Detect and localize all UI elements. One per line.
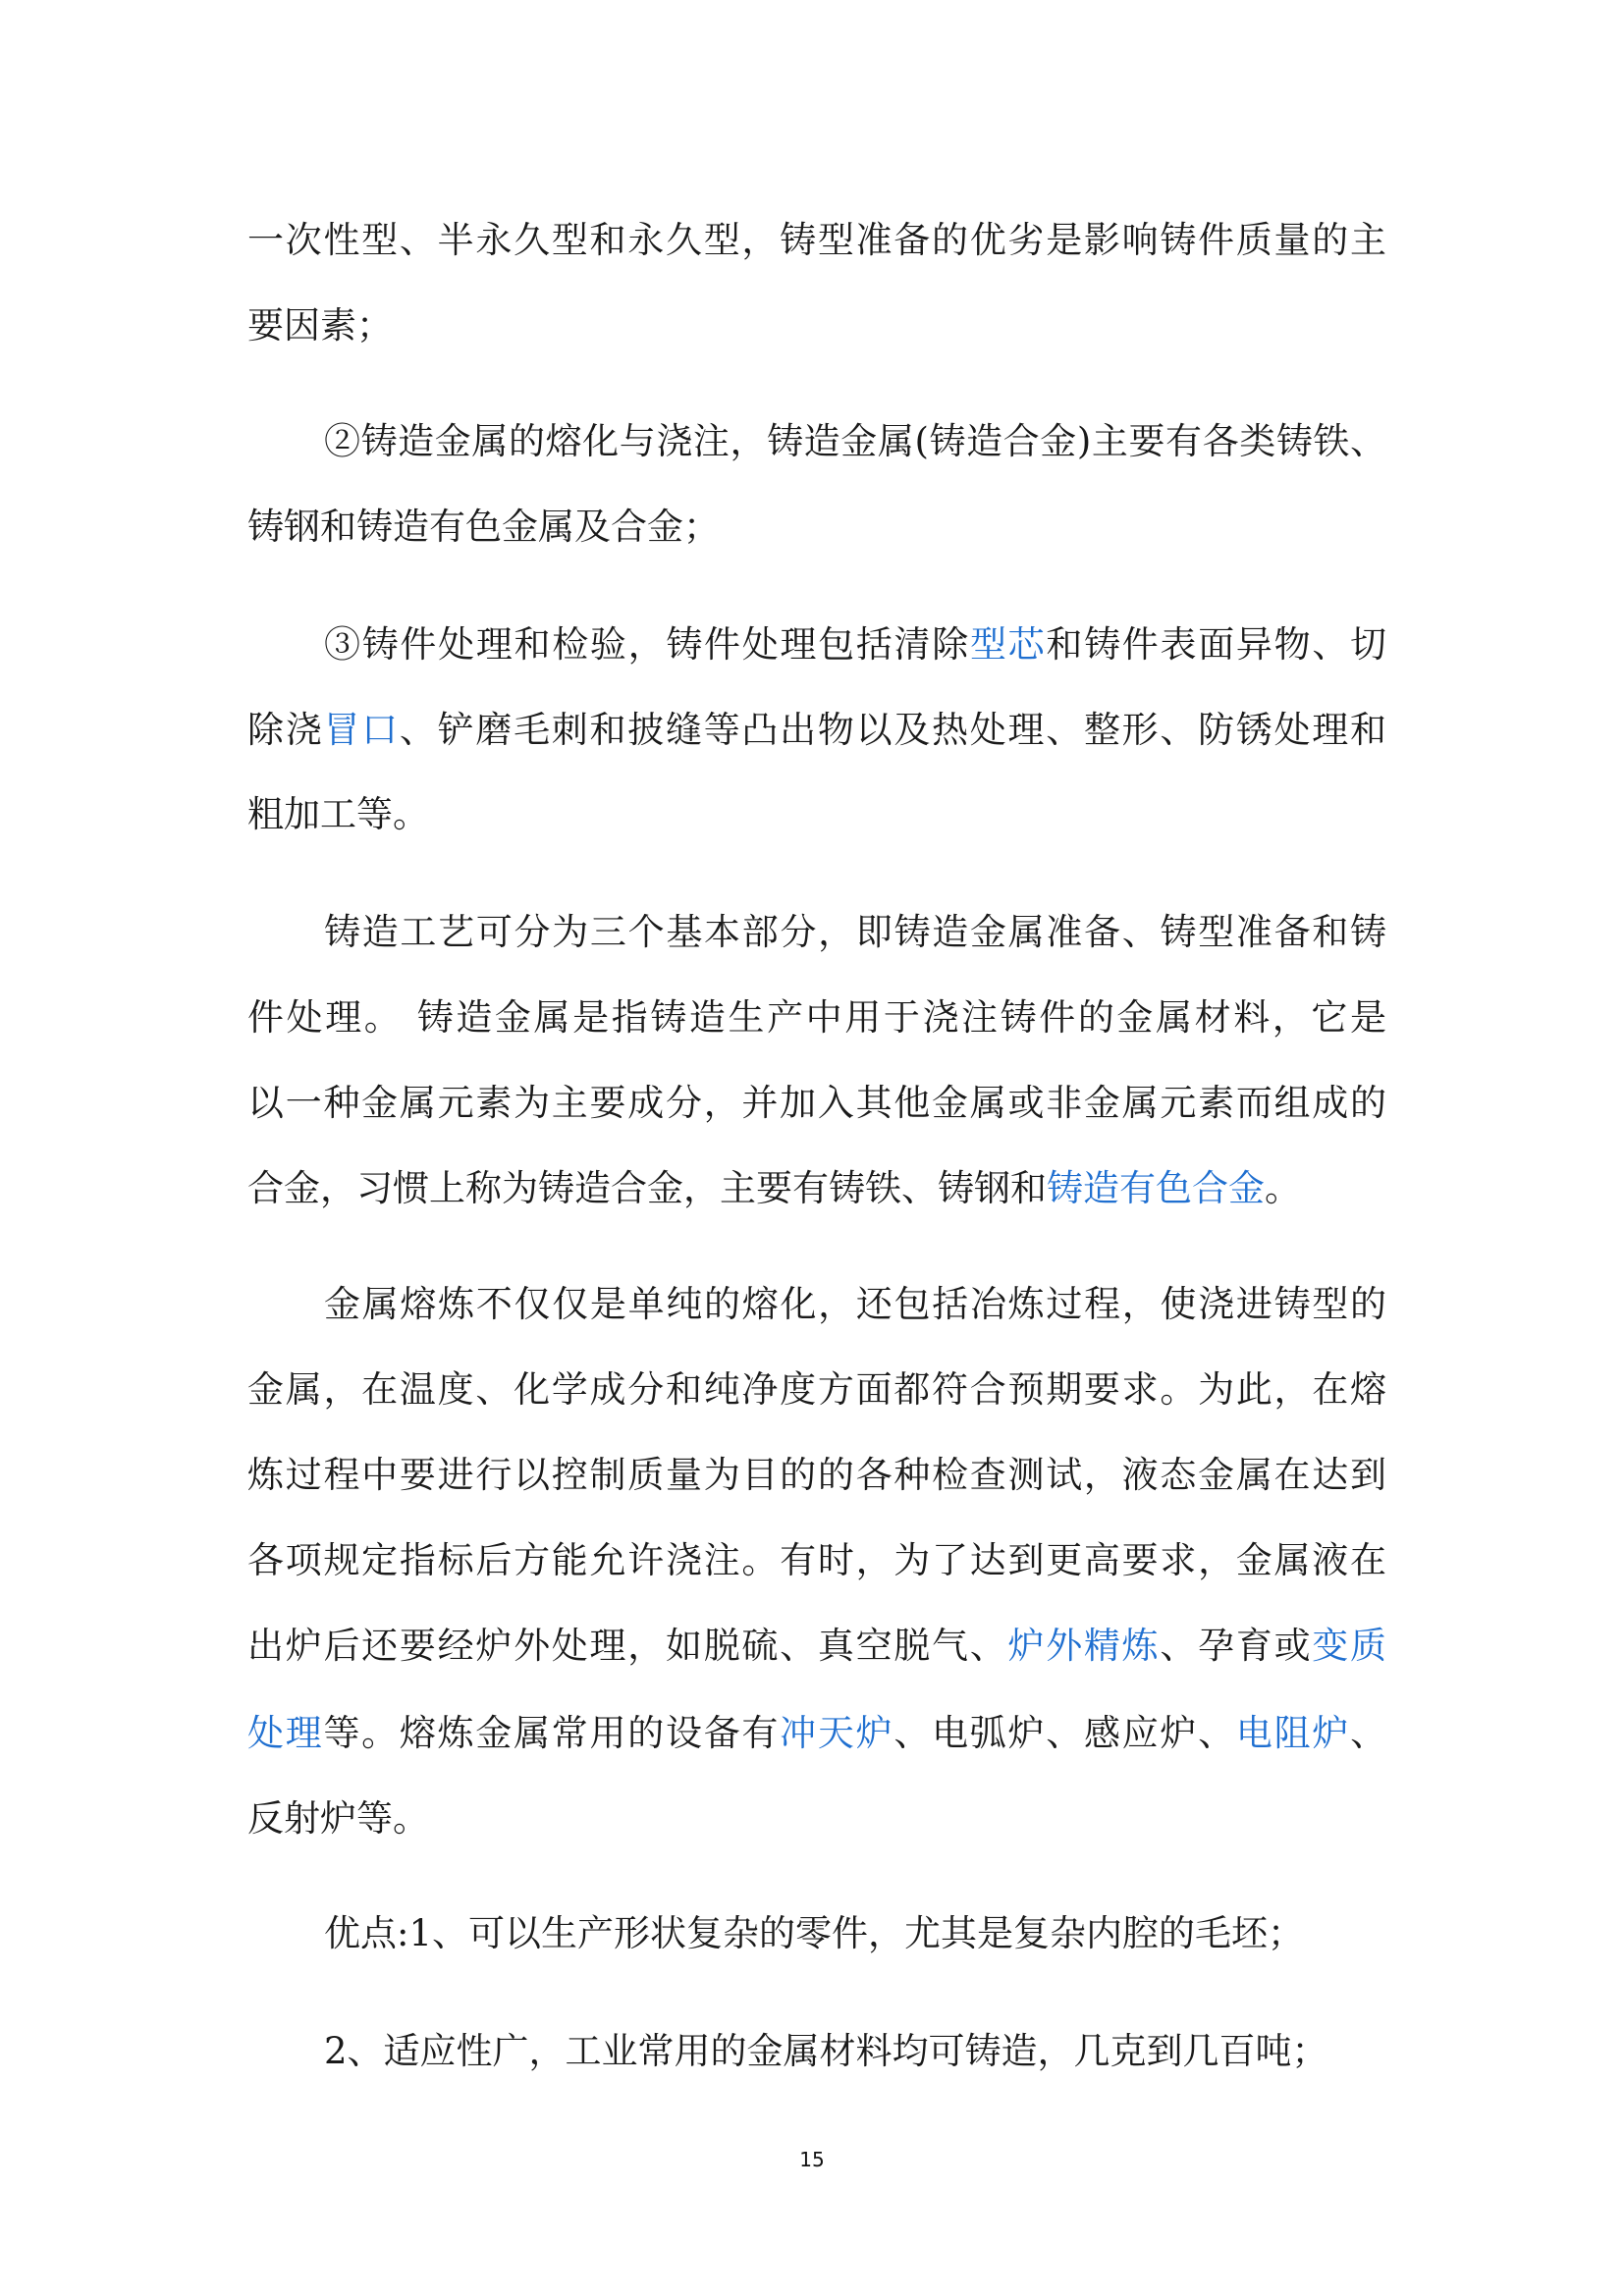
- hyperlink[interactable]: 电阻炉: [1235, 1712, 1351, 1754]
- text-run: 件处理。 铸造金属是指铸造生产中用于浇注铸件的金属材料，它是: [247, 996, 1386, 1039]
- page-number: 15: [799, 2148, 825, 2171]
- text-run: 粗加工等。: [247, 793, 429, 835]
- hyperlink[interactable]: 型芯: [969, 623, 1047, 666]
- paragraph-5-line: [247, 1789, 1386, 1848]
- paragraph-6-line: [324, 1904, 1386, 1963]
- text-run: 金属，在温度、化学成分和纯净度方面都符合预期要求。为此，在熔: [247, 1368, 1386, 1411]
- text-run: 金属熔炼不仅仅是单纯的熔化，还包括冶炼过程，使浇进铸型的: [324, 1283, 1386, 1325]
- paragraph-2-line: [247, 498, 1386, 557]
- hyperlink[interactable]: 铸造有色合金: [1047, 1167, 1265, 1209]
- paragraph-5-line: [247, 1531, 1386, 1590]
- text-run: 除浇: [247, 709, 324, 751]
- text-run: 以一种金属元素为主要成分，并加入其他金属或非金属元素而组成的: [247, 1082, 1386, 1124]
- text-run: 、电弧炉、感应炉、: [893, 1712, 1236, 1754]
- text-run: 铸钢和铸造有色金属及合金；: [247, 506, 720, 548]
- paragraph-1-line: [247, 211, 1386, 270]
- paragraph-4-line: [247, 988, 1386, 1047]
- hyperlink[interactable]: 处理: [247, 1712, 324, 1754]
- text-run: 2、适应性广，工业常用的金属材料均可铸造，几克到几百吨；: [324, 2030, 1328, 2072]
- text-run: ②铸造金属的熔化与浇注，铸造金属(铸造合金)主要有各类铸铁、: [324, 420, 1386, 462]
- text-run: 出炉后还要经炉外处理，如脱硫、真空脱气、: [247, 1625, 1008, 1667]
- paragraph-3-line: [247, 785, 1386, 844]
- paragraph-5-line: [324, 1275, 1386, 1334]
- text-run: ③铸件处理和检验，铸件处理包括清除: [324, 623, 970, 666]
- hyperlink[interactable]: 冒口: [323, 709, 400, 751]
- paragraph-5-line: [247, 1361, 1386, 1419]
- text-run: 和铸件表面异物、切: [1046, 623, 1387, 666]
- hyperlink[interactable]: 冲天炉: [780, 1712, 894, 1754]
- text-run: 等。熔炼金属常用的设备有: [323, 1712, 781, 1754]
- text-run: 一次性型、半永久型和永久型，铸型准备的优劣是影响铸件质量的主: [247, 219, 1386, 261]
- hyperlink[interactable]: 炉外精炼: [1007, 1625, 1161, 1667]
- paragraph-5-line: [247, 1446, 1386, 1505]
- text-run: 优点:1、可以生产形状复杂的零件，尤其是复杂内腔的毛坯；: [324, 1912, 1305, 1954]
- paragraph-5-line: [247, 1704, 1386, 1763]
- paragraph-3-line: [247, 701, 1386, 760]
- hyperlink[interactable]: 变质: [1312, 1625, 1387, 1667]
- paragraph-2-line: [324, 412, 1386, 471]
- text-run: 、铲磨毛刺和披缝等凸出物以及热处理、整形、防锈处理和: [399, 709, 1387, 751]
- paragraph-4-line: [324, 903, 1386, 962]
- text-run: 反射炉等。: [247, 1797, 429, 1840]
- paragraph-5-line: [247, 1617, 1386, 1676]
- text-run: 、孕育或: [1160, 1625, 1313, 1667]
- paragraph-1-line: [247, 296, 1386, 355]
- text-run: 各项规定指标后方能允许浇注。有时，为了达到更高要求，金属液在: [247, 1539, 1386, 1581]
- text-run: 。: [1265, 1167, 1301, 1209]
- paragraph-4-line: [247, 1159, 1386, 1218]
- text-run: 炼过程中要进行以控制质量为目的的各种检查测试，液态金属在达到: [247, 1454, 1386, 1496]
- text-run: 铸造工艺可分为三个基本部分，即铸造金属准备、铸型准备和铸: [324, 911, 1386, 953]
- paragraph-7-line: [324, 2022, 1386, 2081]
- paragraph-4-line: [247, 1074, 1386, 1133]
- text-run: 合金，习惯上称为铸造合金，主要有铸铁、铸钢和: [247, 1167, 1047, 1209]
- paragraph-3-line: [324, 615, 1386, 674]
- text-run: 要因素；: [247, 304, 393, 347]
- text-run: 、: [1350, 1712, 1387, 1754]
